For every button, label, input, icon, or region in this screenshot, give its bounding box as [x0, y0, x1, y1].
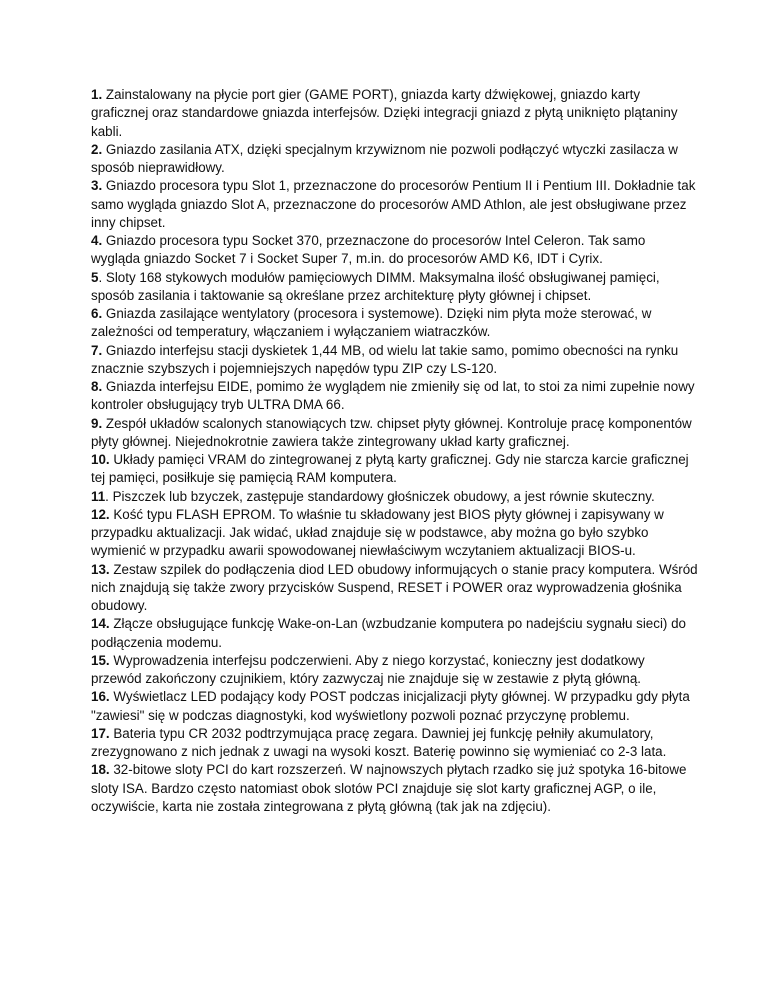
item-text: Złącze obsługujące funkcję Wake-on-Lan (wzbudzanie komputera po nadejściu sygnału sieci) do podłączenia modemu.	[91, 616, 686, 650]
list-item	[91, 232, 698, 269]
list-item	[91, 652, 698, 689]
item-number: 17.	[91, 725, 110, 741]
list-item	[91, 269, 698, 306]
item-text: Zestaw szpilek do podłączenia diod LED obudowy informujących o stanie pracy komputera. Wśród nich znajdują się także zwory przycisków Suspend, RESET i POWER oraz wyprowadzenia głośnika obudowy.	[91, 561, 698, 613]
item-number: 14.	[91, 616, 110, 632]
item-number: 1.	[91, 87, 103, 102]
item-text: . Sloty 168 stykowych modułów pamięciowych DIMM. Maksymalna ilość obsługiwanej pamięci, sposób zasilania i taktowanie są określane przez architekturę płyty głównej i chipset.	[91, 269, 660, 303]
item-number: 5	[91, 269, 99, 285]
list-item	[91, 451, 698, 488]
item-text: Zainstalowany na płycie port gier (GAME PORT), gniazda karty dźwiękowej, gniazdo karty graficznej oraz standardowe gniazda interfejsów. Dzięki integracji gniazd z płytą uniknięto plątaniny kabli.	[91, 87, 678, 139]
item-number: 6.	[91, 306, 103, 321]
item-number: 7.	[91, 342, 103, 358]
list-item	[91, 506, 698, 561]
list-item	[91, 561, 698, 616]
item-text: . Piszczek lub bzyczek, zastępuje standardowy głośniczek obudowy, a jest równie skuteczny.	[105, 488, 655, 504]
item-text: Gniazda zasilające wentylatory (procesora i systemowe). Dzięki nim płyta może sterować, w zależności od temperatury, włączaniem i wyłączaniem wiatraczków.	[91, 306, 652, 340]
list-item	[91, 761, 698, 816]
list-item	[91, 378, 698, 415]
item-number: 8.	[91, 379, 103, 394]
item-number: 9.	[91, 415, 103, 431]
item-number: 13.	[91, 561, 110, 577]
item-number: 4.	[91, 233, 103, 248]
list-item	[91, 177, 698, 232]
item-text: Gniazdo zasilania ATX, dzięki specjalnym krzywiznom nie pozwoli podłączyć wtyczki zasilacza w sposób nieprawidłowy.	[91, 141, 678, 175]
item-text: Wyprowadzenia interfejsu podczerwieni. Aby z niego korzystać, konieczny jest dodatkowy przewód zakończony czujnikiem, który zazwyczaj nie znajduje się w zestawie z płytą główną.	[91, 652, 645, 686]
item-number: 3.	[91, 178, 103, 194]
item-text: Wyświetlacz LED podający kody POST podczas inicjalizacji płyty głównej. W przypadku gdy płyta "zawiesi" się w podczas diagnostyki, kod wyświetlony pozwoli poznać przyczynę problemu.	[91, 689, 690, 723]
item-text: Bateria typu CR 2032 podtrzymująca pracę zegara. Dawniej jej funkcję pełniły akumulatory, zrezygnowano z nich jednak z uwagi na wysoki koszt. Baterię powinno się wymieniać co 2-3 lata.	[91, 725, 667, 759]
list-item	[91, 615, 698, 652]
list-item	[91, 488, 698, 506]
item-text: Zespół układów scalonych stanowiących tzw. chipset płyty głównej. Kontroluje pracę komponentów płyty głównej. Niejednokrotnie zawiera także zintegrowany układ karty graficznej.	[91, 415, 692, 449]
list-item	[91, 725, 698, 762]
item-text: Gniazdo procesora typu Socket 370, przeznaczone do procesorów Intel Celeron. Tak samo wygląda gniazdo Socket 7 i Socket Super 7, m.in. do procesorów AMD K6, IDT i Cyrix.	[91, 233, 646, 267]
item-text: Układy pamięci VRAM do zintegrowanej z płytą karty graficznej. Gdy nie starcza karcie graficznej tej pamięci, posiłkuje się pamięcią RAM komputera.	[91, 452, 689, 486]
list-item	[91, 86, 698, 141]
item-number: 15.	[91, 652, 110, 668]
list-item	[91, 688, 698, 725]
item-text: 32-bitowe sloty PCI do kart rozszerzeń. W najnowszych płytach rzadko się już spotyka 16-bitowe sloty ISA. Bardzo często natomiast obok slotów PCI znajduje się slot karty graficznej AGP, o ile, oczywiście, karta nie została zintegrowana z płytą główną (tak jak na zdjęciu).	[91, 762, 687, 814]
item-text: Gniazdo interfejsu stacji dyskietek 1,44 MB, od wielu lat takie samo, pomimo obecności na rynku znacznie szybszych i pojemniejszych napędów typu ZIP czy LS-120.	[91, 342, 679, 376]
item-text: Kość typu FLASH EPROM. To właśnie tu składowany jest BIOS płyty głównej i zapisywany w przypadku aktualizacji. Jak widać, układ znajduje się w podstawce, aby można go było szybko wymienić w przypadku awarii spowodowanej niewłaściwym wczytaniem aktualizacji BIOS-u.	[91, 506, 664, 559]
item-number: 12.	[91, 506, 110, 522]
list-item	[91, 415, 698, 452]
item-number: 10.	[91, 452, 110, 467]
list-item	[91, 141, 698, 178]
item-number: 11	[91, 488, 106, 504]
item-text: Gniazdo procesora typu Slot 1, przeznaczone do procesorów Pentium II i Pentium III. Dokładnie tak samo wygląda gniazdo Slot A, przeznaczone do procesorów AMD Athlon, ale jest obsługiwane przez inny chipset.	[91, 178, 696, 230]
item-text: Gniazda interfejsu EIDE, pomimo że wyglądem nie zmieniły się od lat, to stoi za nimi zupełnie nowy kontroler obsługujący tryb ULTRA DMA 66.	[91, 379, 695, 413]
item-number: 16.	[91, 689, 110, 705]
list-item	[91, 342, 698, 379]
item-number: 2.	[91, 141, 103, 157]
list-item	[91, 305, 698, 342]
item-number: 18.	[91, 762, 110, 778]
item-list	[91, 86, 698, 816]
